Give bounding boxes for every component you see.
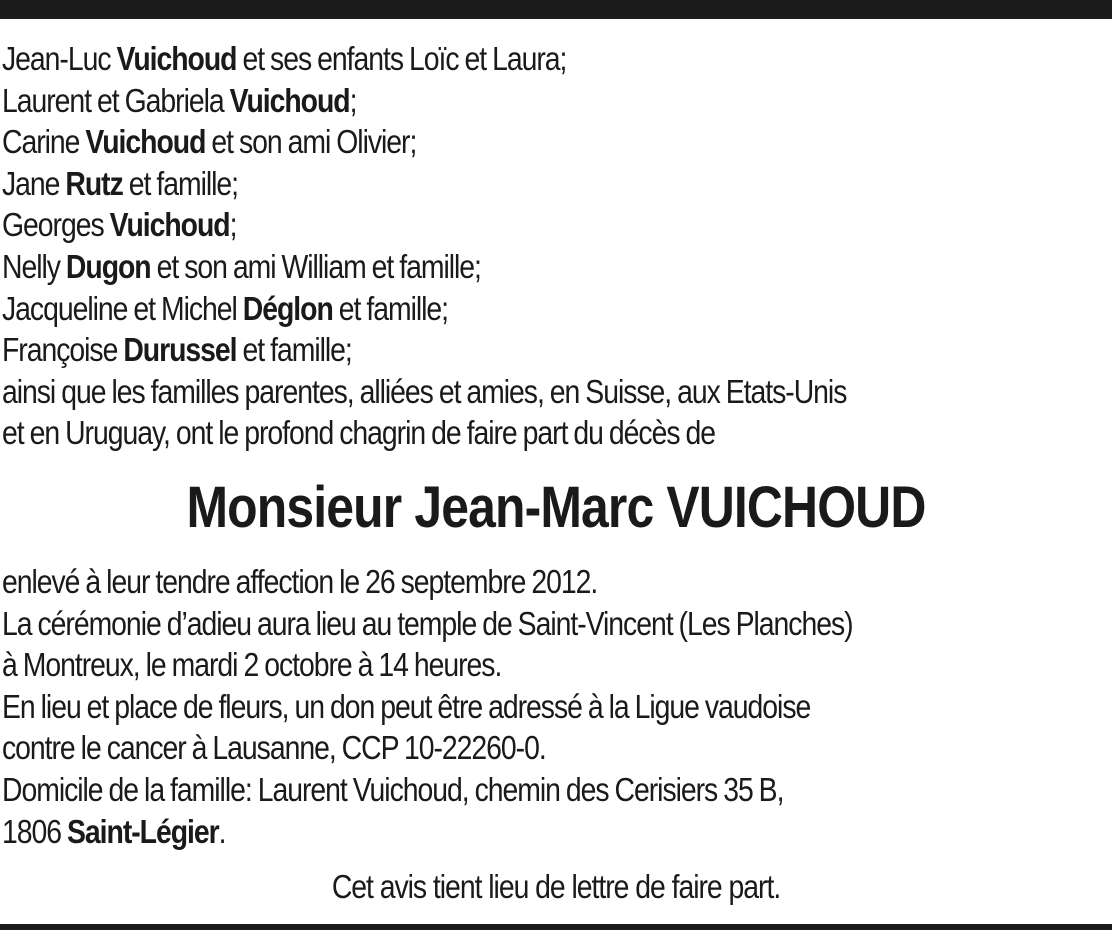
- death-date-line: enlevé à leur tendre affection le 26 septembre 2012.: [2, 563, 598, 600]
- mourner-line: Jean-Luc Vuichoud et ses enfants Loïc et Laura;: [2, 40, 567, 77]
- domicile-line: 1806 Saint-Légier.: [2, 812, 226, 850]
- family-name: Dugon: [65, 247, 151, 285]
- domicile-line: Domicile de la famille: Laurent Vuichoud, chemin des Cerisiers 35 B,: [2, 770, 784, 808]
- ceremony-line: à Montreux, le mardi 2 octobre à 14 heures.: [2, 646, 502, 684]
- mourners-list: [2, 38, 1110, 454]
- family-name: Vuichoud: [85, 123, 206, 161]
- family-name: Vuichoud: [109, 206, 230, 244]
- mourner-line: Nelly Dugon et son ami William et famille;: [2, 247, 481, 285]
- family-name: Rutz: [65, 164, 123, 202]
- bottom-rule: [0, 924, 1112, 930]
- mourner-line: Françoise Durussel et famille;: [2, 331, 352, 369]
- family-name: Déglon: [242, 289, 333, 327]
- family-name: Vuichoud: [229, 81, 350, 119]
- family-name: Vuichoud: [116, 40, 237, 77]
- deceased-name: Monsieur Jean-Marc VUICHOUD: [186, 475, 926, 540]
- mourner-line: Jane Rutz et famille;: [2, 164, 239, 202]
- family-name: Durussel: [123, 331, 237, 369]
- relatives-line: et en Uruguay, ont le profond chagrin de faire part du décès de: [2, 414, 715, 452]
- donation-line: contre le cancer à Lausanne, CCP 10-22260-0.: [2, 729, 546, 767]
- mourner-line: Jacqueline et Michel Déglon et famille;: [2, 289, 449, 327]
- ceremony-line: La cérémonie d’adieu aura lieu au temple de Saint-Vincent (Les Planches): [2, 604, 853, 642]
- mourner-line: Georges Vuichoud;: [2, 206, 237, 244]
- footer-note: Cet avis tient lieu de lettre de faire part.: [331, 868, 781, 905]
- top-rule: [0, 0, 1112, 19]
- mourner-line: Laurent et Gabriela Vuichoud;: [2, 81, 357, 119]
- mourner-line: Carine Vuichoud et son ami Olivier;: [2, 123, 417, 161]
- donation-line: En lieu et place de fleurs, un don peut être adressé à la Ligue vaudoise: [2, 687, 811, 725]
- relatives-line: ainsi que les familles parentes, alliées et amies, en Suisse, aux Etats-Unis: [2, 372, 847, 410]
- notice-details: [2, 561, 1110, 852]
- domicile-town: Saint-Légier: [67, 812, 219, 850]
